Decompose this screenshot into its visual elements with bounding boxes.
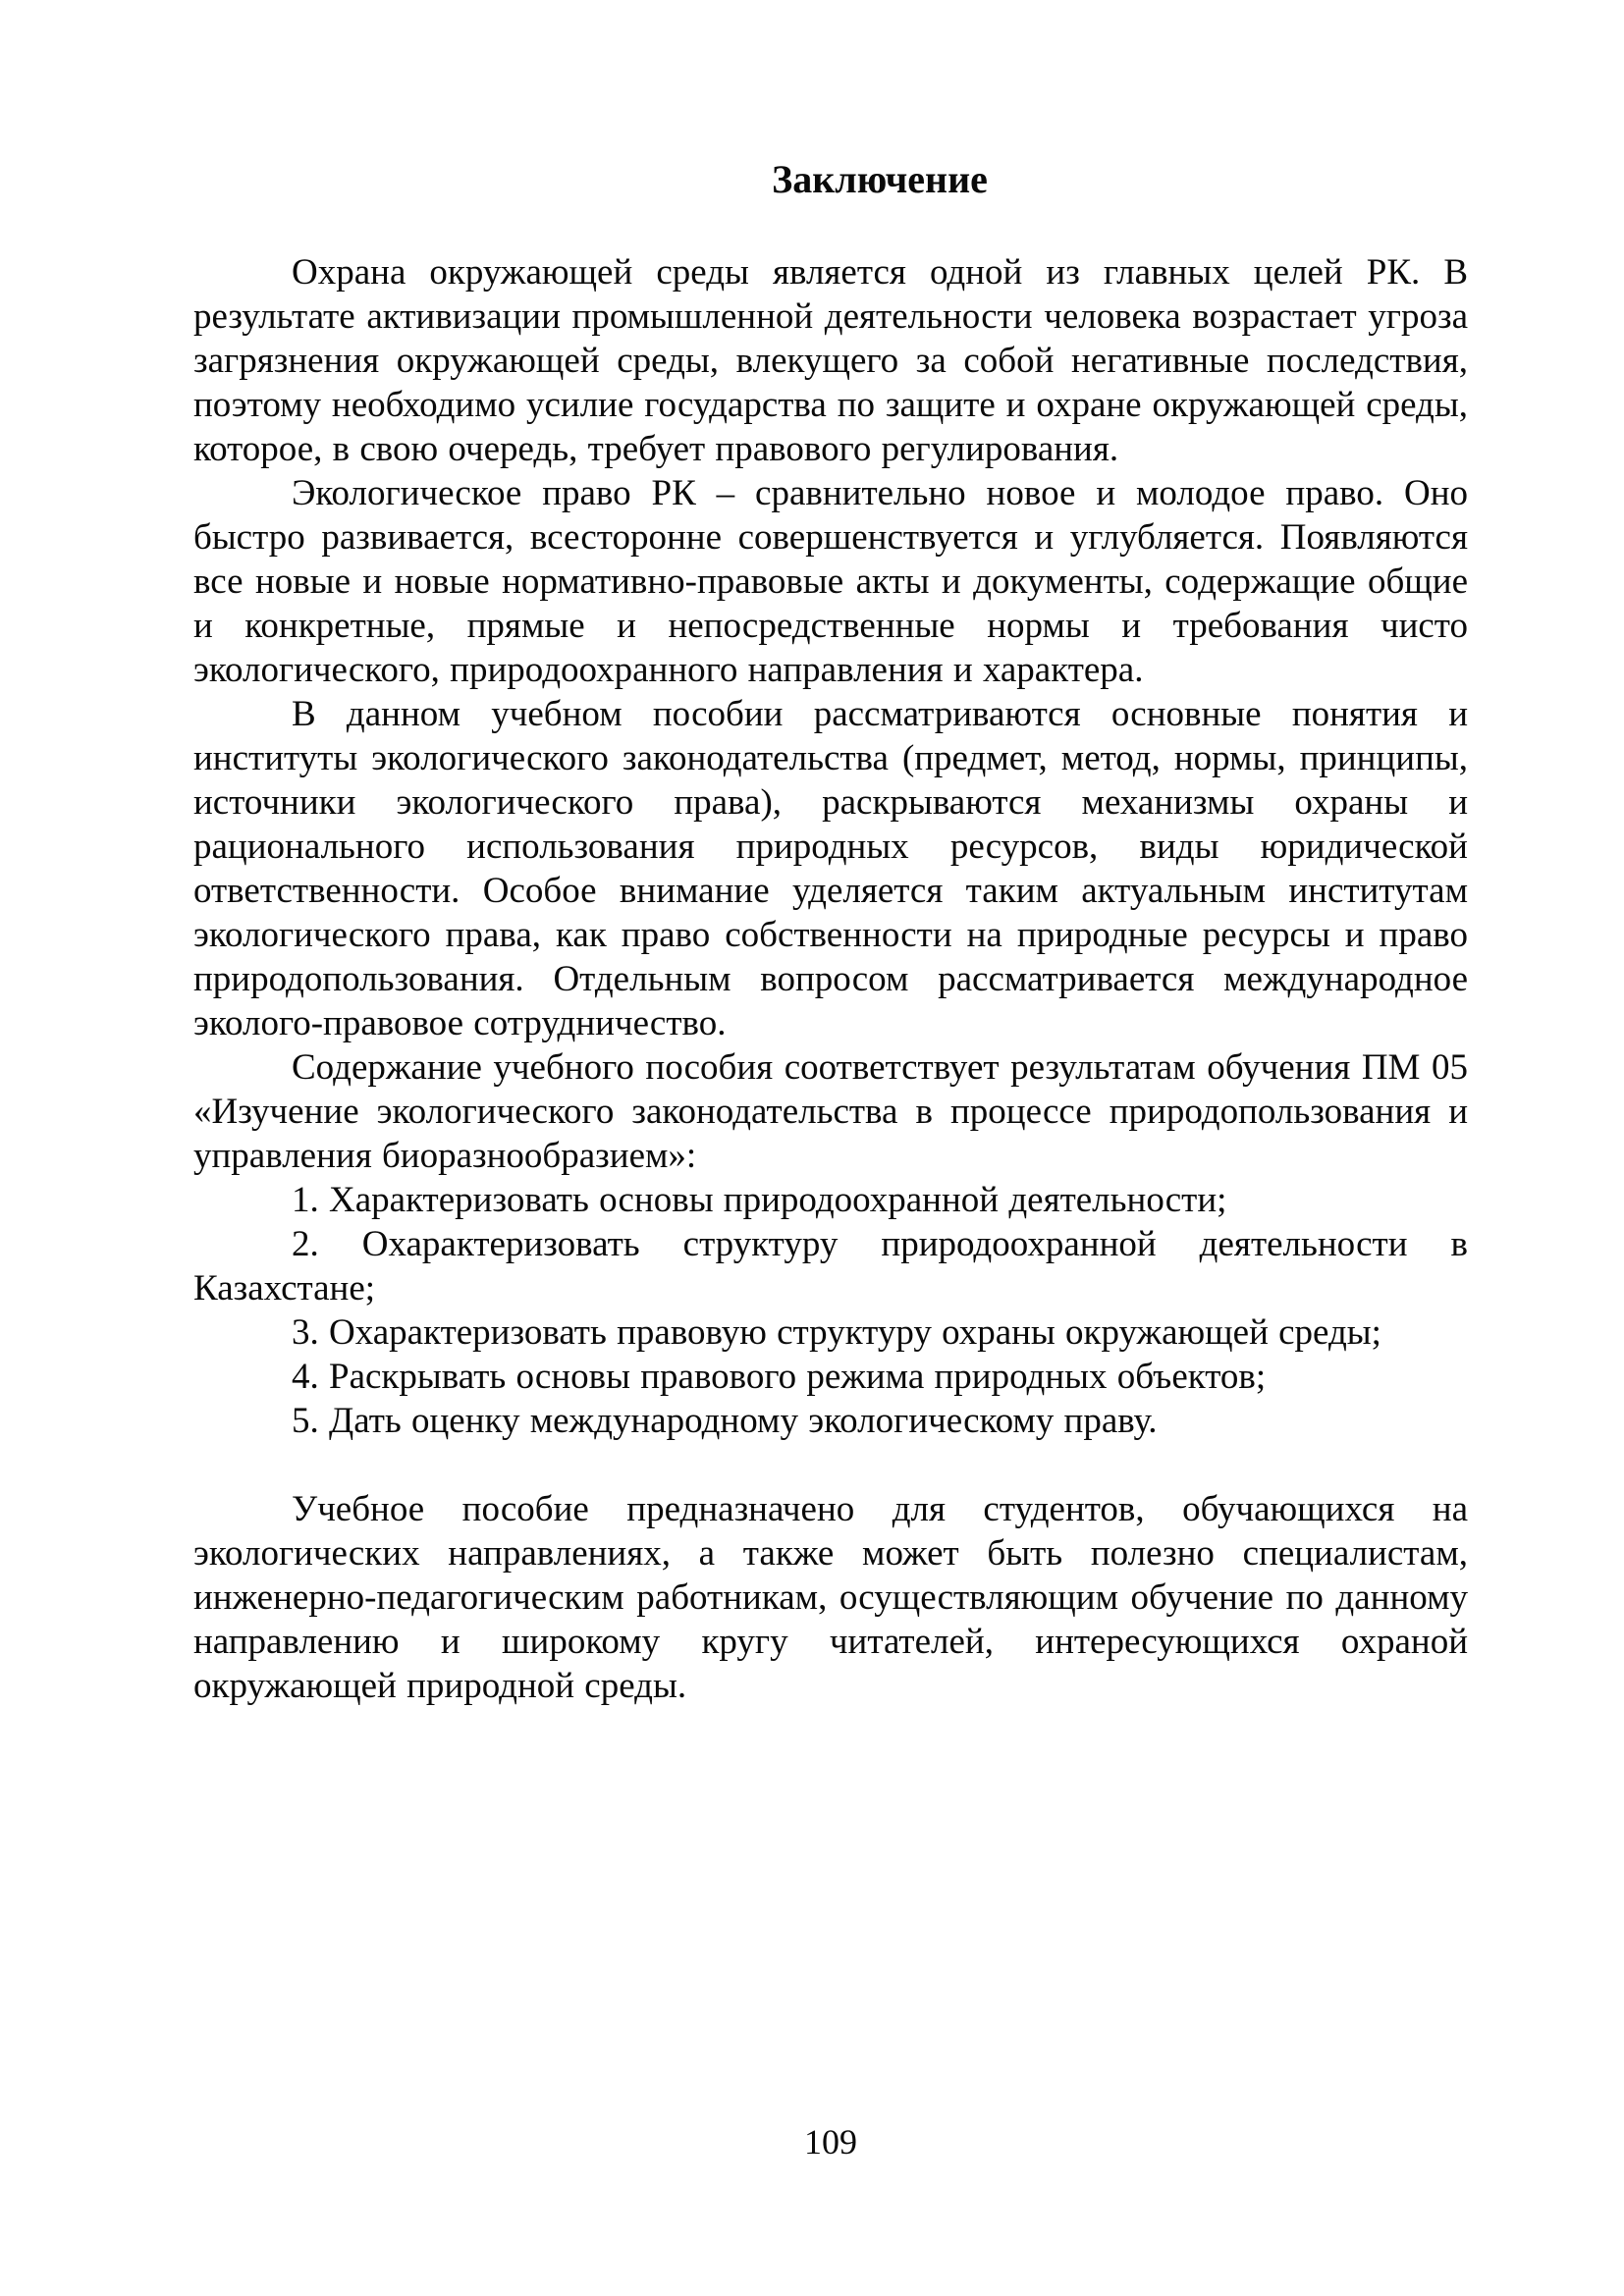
- paragraph-textbook-contents: В данном учебном пособии рассматриваются основные понятия и институты экологического законодательства (предмет, метод, нормы, принципы, источники экологического права), раскрываются механизмы охраны и рационального использования природных ресурсов, виды юридической ответственности. Особое внимание уделяется таким актуальным институтам экологического права, как право собственности на природные ресурсы и право природопользования. Отдельным вопросом рассматривается международное эколого-правовое сотрудничество.: [193, 694, 1468, 1043]
- page-title: Заключение: [772, 157, 988, 201]
- text-column: [193, 0, 1468, 1708]
- paragraph-eco-law: Экологическое право РК – сравнительно новое и молодое право. Оно быстро развивается, всесторонне совершенствуется и углубляется. Появляются все новые и новые нормативно-правовые акты и документы, содержащие общие и конкретные, прямые и непосредственные нормы и требования чисто экологического, природоохранного направления и характера.: [193, 473, 1468, 690]
- paragraph-audience: Учебное пособие предназначено для студентов, обучающихся на экологических направлениях, а также может быть полезно специалистам, инженерно-педагогическим работникам, осуществляющим обучение по данному направлению и широкому кругу читателей, интересующихся охраной окружающей природной среды.: [193, 1489, 1468, 1706]
- list-item-5: 5. Дать оценку международному экологическому праву.: [292, 1401, 1158, 1441]
- paragraph-intro: Охрана окружающей среды является одной из главных целей РК. В результате активизации промышленной деятельности человека возрастает угроза загрязнения окружающей среды, влекущего за собой негативные последствия, поэтому необходимо усилие государства по защите и охране окружающей среды, которое, в свою очередь, требует правового регулирования.: [193, 252, 1468, 469]
- list-item-1: 1. Характеризовать основы природоохранной деятельности;: [292, 1180, 1227, 1220]
- paragraph-learning-outcomes: Содержание учебного пособия соответствует результатам обучения ПМ 05 «Изучение экологического законодательства в процессе природопользования и управления биоразнообразием»:: [193, 1047, 1468, 1176]
- list-item-3: 3. Охарактеризовать правовую структуру охраны окружающей среды;: [292, 1312, 1381, 1353]
- page-number: 109: [804, 2122, 857, 2162]
- list-item-2: 2. Охарактеризовать структуру природоохранной деятельности в Казахстане;: [193, 1224, 1468, 1308]
- list-item-4: 4. Раскрывать основы правового режима природных объектов;: [292, 1357, 1267, 1397]
